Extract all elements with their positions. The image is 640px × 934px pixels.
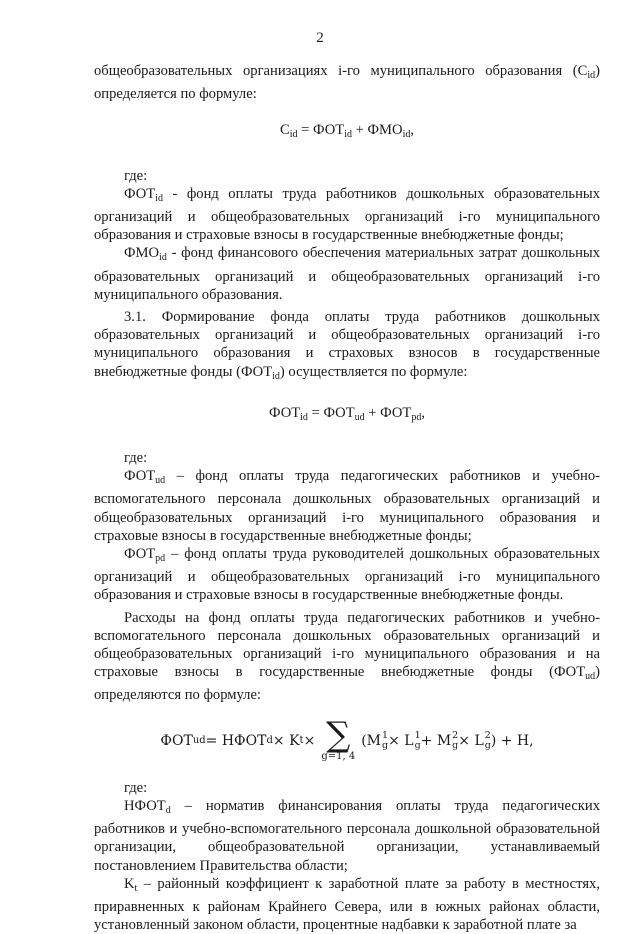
summation-limits: g=1, 4 <box>321 750 356 762</box>
where-label: где: <box>124 779 148 796</box>
definition-fot-id: $ФОТ_{id}$ - фонд оплаты труда работников дошкольных образовательных организаций и общеобразовательных организаций i-го муниципального образования и страховые взносы в государственные внебюджетные фонды; <box>94 185 600 244</box>
summation-sign: ∑ g=1, 4 <box>321 714 356 762</box>
definition-fot-ud: $ФОТ_{ud}$ – фонд оплаты труда педагогических работников и учебно-вспомогательного персонала дошкольных образовательных организаций и общеобразовательных организаций i-го муниципального образования и страховые взносы в государственные внебюджетные фонды; <box>94 468 600 544</box>
where-label: где: <box>124 167 148 184</box>
definition-fmo-id: $ФМО_{id}$ - фонд финансового обеспечения материальных затрат дошкольных образовательных организаций и общеобразовательных организаций i-го муниципального образования. <box>94 245 600 303</box>
formula-c-id: $C_{id} = ФОТ_{id} + ФМО_{id}$, <box>279 122 414 141</box>
section-3-1-paragraph: 3.1. Формирование фонда оплаты труда работников дошкольных образовательных организаций и общеобразовательных организаций i-го муниципального образования и страховых взносов в государственные внебюджетные фонды $(ФОТ_{id})$ осуществляется по формуле: <box>94 309 600 382</box>
definition-nfot-d: $НФОТ_d$ – норматив финансирования оплаты труда педагогических работников и учебно-вспомогательного персонала дошкольной образовательной организации, общеобразовательной организации, устанавливаемый постановлением Правительства области; <box>94 797 600 874</box>
expenses-paragraph: Расходы на фонд оплаты труда педагогических работников и учебно-вспомогательного персонала дошкольных образовательных организаций и общеобразовательных организаций i-го муниципального образования и на страховые взносы в государственные внебюджетные фонды $(ФОТ_{ud})$ определяются по формуле: <box>94 609 600 704</box>
where-label: где: <box>124 450 148 467</box>
formula-fot-ud: ФОТ ud = НФОТ d × K t × ∑ g=1, 4 (M 1 g × L 1 g + M 2 g × L 2 g ) + H, <box>160 714 534 762</box>
definition-fot-pd: $ФОТ_{pd}$ – фонд оплаты труда руководителей дошкольных образовательных организаций и общеобразовательных организаций i-го муниципального образования и страховые взносы в государственные внебюджетные фонды. <box>94 546 600 604</box>
definition-k-t: $K_t$ – районный коэффициент к заработной плате за работу в местностях, приравненных к районам Крайнего Севера, или в южных районах области, установленный законом области, процентные надбавки к заработной плате за <box>94 875 600 934</box>
document-body <box>94 62 600 934</box>
intro-paragraph: общеобразовательных организациях i-го муниципального образования $(C_{id})$ определяется по формуле: <box>94 63 600 103</box>
page-number: 2 <box>316 30 324 46</box>
formula-fot-id: $ФОТ_{id} = ФОТ_{ud} + ФОТ_{pd}$, <box>268 404 425 423</box>
